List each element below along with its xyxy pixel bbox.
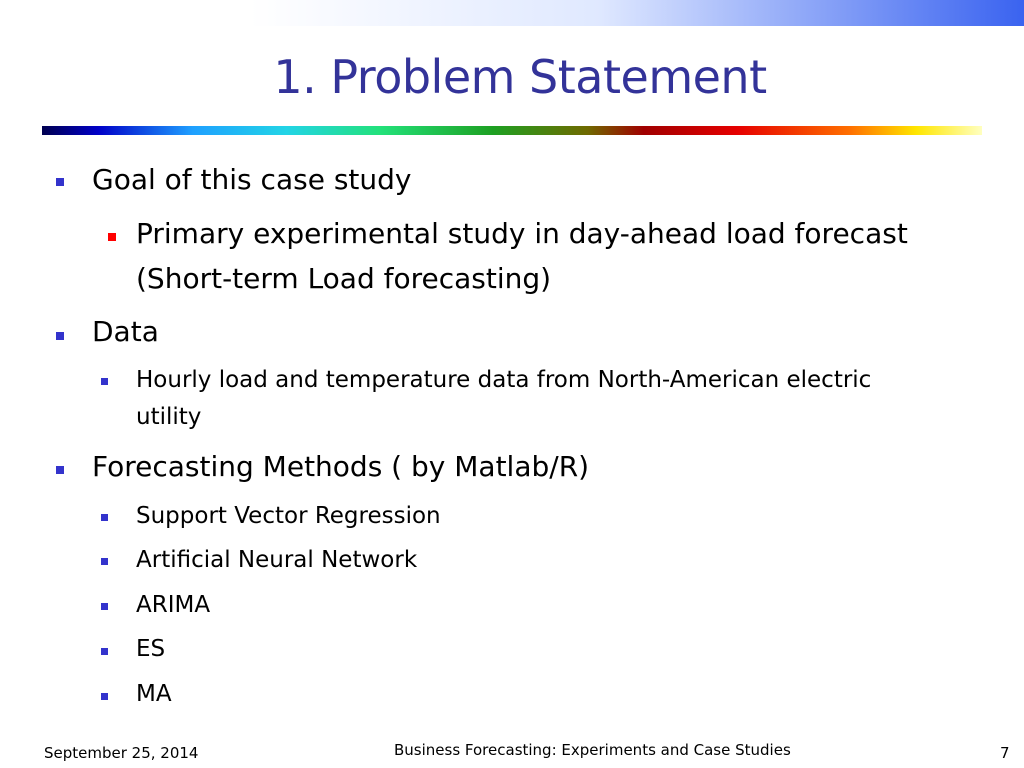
slide-number: 7 — [1000, 744, 1010, 762]
goal-item-line-1: Primary experimental study in day-ahead load forecast — [136, 217, 908, 250]
red-square-bullet-icon — [108, 233, 116, 241]
section-heading-goal: Goal of this case study — [92, 163, 412, 196]
section-heading-methods: Forecasting Methods ( by Matlab/R) — [92, 450, 590, 483]
top-gradient-decoration — [250, 0, 1024, 26]
data-item-line-2: utility — [136, 404, 202, 430]
method-item-arima: ARIMA — [136, 592, 211, 618]
method-item-ma: MA — [136, 681, 172, 707]
bullet-square-icon — [56, 332, 64, 340]
footer-title: Business Forecasting: Experiments and Case Studies — [394, 741, 791, 759]
bullet-square-icon — [101, 378, 108, 385]
bullet-square-icon — [101, 693, 108, 700]
method-item-svr: Support Vector Regression — [136, 503, 441, 529]
bullet-square-icon — [101, 603, 108, 610]
data-item-line-1: Hourly load and temperature data from North-American electric — [136, 367, 872, 393]
method-item-es: ES — [136, 636, 166, 662]
section-heading-data: Data — [92, 315, 159, 348]
goal-item-line-2: (Short-term Load forecasting) — [136, 262, 552, 295]
slide-title: 1. Problem Statement — [273, 50, 767, 104]
bullet-square-icon — [56, 178, 64, 186]
footer-date: September 25, 2014 — [44, 744, 199, 762]
bullet-square-icon — [101, 514, 108, 521]
bullet-square-icon — [56, 466, 64, 474]
bullet-square-icon — [101, 558, 108, 565]
method-item-ann: Artificial Neural Network — [136, 547, 418, 573]
bullet-square-icon — [101, 648, 108, 655]
rainbow-divider — [42, 126, 982, 135]
